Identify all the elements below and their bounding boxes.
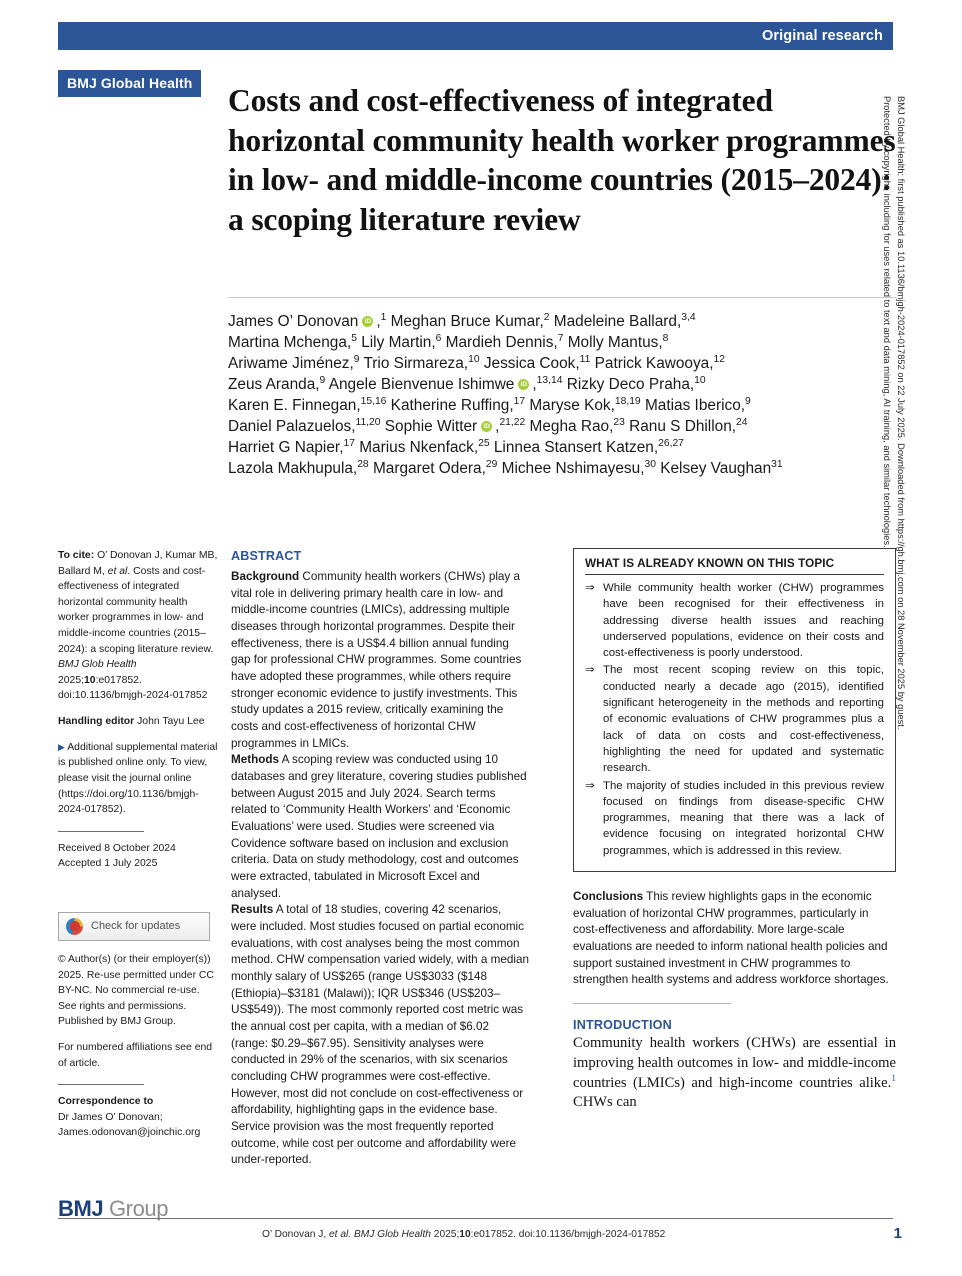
author-affiliation: 10	[694, 374, 706, 386]
author-affiliation: 17	[513, 395, 526, 407]
author-list	[228, 311, 900, 479]
abstract-results-label: Results	[231, 903, 274, 917]
handling-editor-name: John Tayu Lee	[134, 716, 205, 728]
to-cite-block	[58, 548, 218, 704]
known-box-item	[585, 580, 884, 661]
footer-citation-etal: et al.	[329, 1229, 354, 1240]
double-arrow-icon: ⇒	[585, 664, 595, 677]
author-affiliation: 12	[713, 353, 725, 365]
author-affiliation: 25	[478, 437, 490, 449]
check-for-updates-label: Check for updates	[91, 920, 181, 933]
introduction-heading: INTRODUCTION	[573, 1018, 672, 1033]
to-cite-year: 2025;	[58, 674, 85, 686]
author-affiliation: 11,20	[355, 416, 381, 428]
reference-marker[interactable]: 1	[891, 1073, 896, 1084]
author-affil-sep: ,	[376, 313, 381, 330]
author-affiliation: 1	[380, 311, 387, 323]
author-affiliation: 15,16	[360, 395, 387, 407]
author-name: Maryse Kok,	[525, 397, 615, 415]
author-name: Margaret Odera,	[368, 460, 486, 478]
known-box-item-text: The majority of studies included in this previous review focused on findings from disease-specific CHW programmes, meaning that there was a lack of evidence focusing on integrated horizontal CHW programmes, which is addressed in this review.	[603, 779, 884, 857]
correspondence-email[interactable]: James.odonovan@joinchic.org	[58, 1127, 201, 1139]
footer-citation-journal: BMJ Glob Health	[353, 1229, 431, 1240]
left-metadata-column	[58, 548, 218, 1151]
handling-editor-block	[58, 714, 218, 730]
original-research-banner	[58, 22, 893, 50]
page-number: 1	[893, 1225, 902, 1242]
author-affiliation: 11	[579, 353, 591, 365]
author-affiliation: 26,27	[658, 437, 684, 449]
author-name: Rizky Deco Praha,	[562, 376, 695, 394]
handling-editor-label: Handling editor	[58, 716, 135, 728]
author-name: Patrick Kawooya,	[590, 355, 714, 373]
abstract-methods-text: A scoping review was conducted using 10 databases and grey literature, covering studies published between August 2015 and July 2024. Search terms related to ‘Community Health Workers’ and ‘Economic Evaluations’ were used. Studies were screened via Covidence software based on inclusion and exclusion criteria. Data on study methodology, cost and outcomes were extracted, tabulated in Microsoft Excel and analysed.	[231, 753, 527, 900]
footer-citation-year: 2025;	[430, 1229, 460, 1240]
author-name: Trio Sirmareza,	[359, 355, 469, 373]
abstract-results	[231, 902, 529, 1169]
abstract-background-label: Background	[231, 569, 300, 583]
abstract-heading: ABSTRACT	[231, 549, 302, 563]
double-arrow-icon: ⇒	[585, 582, 595, 594]
known-box-item-text: While community health worker (CHW) programmes have been recognised for their effectiveness in addressing diverse health issues and reaching underserved populations, evidence on their costs and cost-effectiveness is poorly understood.	[603, 582, 884, 660]
correspondence-label-text: Correspondence to	[58, 1096, 154, 1108]
author-name: Angele Bienvenue Ishimwe	[325, 376, 515, 394]
author-affil-sep: ,	[495, 418, 500, 436]
author-affiliation: 7	[557, 332, 564, 344]
title-divider	[228, 297, 896, 298]
known-box-item	[585, 662, 884, 776]
abstract-conclusions-label: Conclusions	[573, 890, 644, 904]
author-name: Mardieh Dennis,	[441, 334, 558, 352]
author-name: Harriet G Napier,	[228, 439, 344, 457]
crossmark-icon	[66, 918, 83, 935]
author-affiliation: 13,14	[536, 374, 563, 386]
author-name: Madeleine Ballard,	[549, 313, 682, 330]
author-name: Kelsey Vaughan	[655, 460, 772, 478]
author-affiliation: 3,4	[681, 311, 696, 323]
author-name: Megha Rao,	[525, 418, 614, 436]
affiliations-note: For numbered affiliations see end of article.	[58, 1042, 213, 1069]
to-cite-text: O’ Donovan J, Kumar MB, Ballard M,	[58, 550, 218, 577]
author-affiliation: 10	[468, 353, 480, 365]
journal-badge: BMJ Global Health	[58, 70, 201, 97]
author-affil-sep: ,	[532, 376, 537, 394]
author-affiliation: 9	[745, 395, 751, 407]
known-box-list	[585, 580, 884, 859]
abstract-results-text: A total of 18 studies, covering 42 scenarios, were included. Most studies focused on partial economic evaluations, with cost analyses being the most common method. CHW compensation varied widely, with a median monthly salary of US$265 (range US$3033 ($148 (Ethiopia)–$3181 (Malawi)); IQR US$346 (US$203–US$549)). The most commonly reported cost metric was the annual cost per capita, with a median of $6.02 (range: $0.29–$67.95). Sensitivity analyses were conducted in 29% of the scenarios, with six scenarios concluding CHW programmes were cost-effective. However, most did not conclude on cost-effectiveness or affordability, highlighting gaps in the evidence base. Service provision was the most frequently reported outcome, while cost per outcome and affordability were under-reported.	[231, 903, 529, 1167]
author-affiliation: 9	[353, 353, 360, 365]
abstract-background	[231, 569, 529, 752]
introduction-body	[573, 1034, 896, 1113]
author-name: Karen E. Finnegan,	[228, 397, 361, 415]
known-box-item-text: The most recent scoping review on this topic, conducted nearly a decade ago (2015), identified significant heterogeneity in the methods and reporting of economic evaluations of CHW programmes plus a lack of data on costs and cost-effectiveness, highlighting the need for updated and systematic research.	[603, 664, 884, 775]
author-name: Jessica Cook,	[479, 355, 580, 373]
author-name: Marius Nkenfack,	[354, 439, 479, 457]
author-name: James O’ Donovan	[228, 313, 359, 330]
divider	[58, 1084, 144, 1085]
author-affiliation: 17	[343, 437, 355, 449]
orcid-icon[interactable]	[481, 421, 492, 432]
author-affiliation: 6	[435, 332, 442, 344]
footer-citation-volume: 10	[459, 1229, 471, 1240]
author-affiliation: 21,22	[499, 416, 526, 428]
right-column	[573, 548, 896, 1113]
banner-label: Original research	[762, 28, 883, 44]
author-name: Lazola Makhupula,	[228, 460, 358, 478]
copyright-side-note	[879, 96, 908, 1186]
author-name: Martina Mchenga,	[228, 334, 352, 352]
author-name: Matias Iberico,	[640, 397, 746, 415]
correspondence-label	[58, 1094, 218, 1110]
author-affiliation: 31	[771, 458, 783, 470]
author-name: Meghan Bruce Kumar,	[386, 313, 544, 330]
author-affiliation: 18,19	[614, 395, 641, 407]
author-name: Ariwame Jiménez,	[228, 355, 354, 373]
to-cite-etal: et al	[107, 565, 128, 577]
side-note-line-2: Protected by copyright, including for uses related to text and data mining, AI training, and similar technologies.	[881, 96, 892, 548]
check-for-updates-button[interactable]	[58, 912, 210, 941]
side-note-line-1: BMJ Global Health: first published as 10.1136/bmjgh-2024-017852 on 22 July 2025. Downloaded from https://gh.bmj.com on 28 November 2025 by guest.	[896, 96, 906, 730]
author-affiliation: 24	[736, 416, 748, 428]
author-affiliation: 8	[662, 332, 669, 344]
triangle-right-icon: ▶	[58, 741, 65, 752]
page-title: Costs and cost-effectiveness of integrated horizontal community health worker programmes in low- and middle-income countries (2015–2024): a scoping literature review	[228, 83, 896, 237]
author-name: Zeus Aranda,	[228, 376, 320, 394]
author-affiliation: 5	[351, 332, 357, 344]
to-cite-label: To cite:	[58, 550, 95, 561]
to-cite-doi: :e017852. doi:10.1136/bmjgh-2024-017852	[58, 674, 208, 702]
author-affiliation: 9	[319, 374, 326, 386]
author-affiliation: 30	[644, 458, 656, 470]
abstract-column	[231, 548, 529, 1169]
to-cite-journal: BMJ Glob Health	[58, 659, 137, 671]
double-arrow-icon: ⇒	[585, 779, 595, 792]
footer-citation	[262, 1229, 665, 1240]
author-affiliation: 2	[543, 311, 550, 323]
divider	[58, 831, 144, 832]
abstract-conclusions	[573, 889, 896, 989]
divider	[573, 1003, 731, 1004]
accepted-date: Accepted 1 July 2025	[58, 858, 158, 870]
to-cite-text-2: . Costs and cost-effectiveness of integrated horizontal community health worker programmes in low- and middle-income countries (2015–2024): a scoping literature review.	[58, 565, 214, 655]
what-is-already-known-box	[573, 548, 896, 872]
author-affiliation: 29	[485, 458, 498, 470]
abstract-methods-label: Methods	[231, 753, 280, 767]
copyright-text: © Author(s) (or their employer(s)) 2025. Re-use permitted under CC BY-NC. No commercial re-use. See rights and permissions. Published by BMJ Group.	[58, 953, 214, 1028]
known-box-title: WHAT IS ALREADY KNOWN ON THIS TOPIC	[585, 557, 884, 575]
correspondence-name: Dr James O’ Donovan;	[58, 1111, 163, 1123]
author-affiliation: 28	[357, 458, 369, 470]
author-name: Sophie Witter	[380, 418, 478, 436]
abstract-methods	[231, 752, 529, 902]
orcid-icon[interactable]	[518, 379, 529, 390]
introduction-text-cont: CHWs can	[573, 1094, 637, 1111]
footer-citation-doi: :e017852. doi:10.1136/bmjgh-2024-017852	[470, 1229, 666, 1240]
group-logo-text: Group	[103, 1196, 169, 1221]
footer-citation-author: O’ Donovan J,	[262, 1229, 330, 1240]
author-affiliation: 23	[613, 416, 625, 428]
author-name: Ranu S Dhillon,	[624, 418, 737, 436]
abstract-background-text: Community health workers (CHWs) play a vital role in delivering primary health care in low- and middle-income countries (LMICs), addressing multiple diseases through horizontal programmes. Despite their effectiveness, there is a US$4.4 billion annual funding gap for professional CHW programmes. Some countries have adopted these programmes, while others require stronger economic evidence to justify investments. This study updates a 2015 review, critically examining the costs and cost-effectiveness of horizontal CHW programmes in LMICs.	[231, 569, 522, 750]
author-name: Lily Martin,	[356, 334, 436, 352]
author-name: Katherine Ruffing,	[386, 397, 514, 415]
supplemental-note	[58, 740, 218, 818]
author-name: Molly Mantus,	[563, 334, 663, 352]
to-cite-volume: 10	[84, 674, 96, 686]
footer-divider	[58, 1218, 893, 1219]
spacer	[58, 882, 218, 904]
supplemental-text: Additional supplemental material is published online only. To view, please visit the journal online (https://doi.org/10.1136/bmjgh-2024-017852).	[58, 741, 218, 816]
author-name: Linnea Stansert Katzen,	[489, 439, 659, 457]
bmj-logo-text: BMJ	[58, 1196, 104, 1221]
introduction-text: Community health workers (CHWs) are essential in improving health outcomes in low- and middle-income countries (LMICs) and high-income countries alike.	[573, 1035, 896, 1091]
known-box-item	[585, 778, 884, 859]
received-date: Received 8 October 2024	[58, 842, 176, 854]
abstract-conclusions-text: This review highlights gaps in the economic evaluation of horizontal CHW programmes, particularly in cost-effectiveness and affordability. More large-scale evaluations are needed to inform national health policies and support sustained investment in CHW programmes to strengthen health systems and address workforce shortages.	[573, 890, 889, 987]
author-name: Daniel Palazuelos,	[228, 418, 356, 436]
author-name: Michee Nshimayesu,	[497, 460, 645, 478]
orcid-icon[interactable]	[362, 316, 373, 327]
